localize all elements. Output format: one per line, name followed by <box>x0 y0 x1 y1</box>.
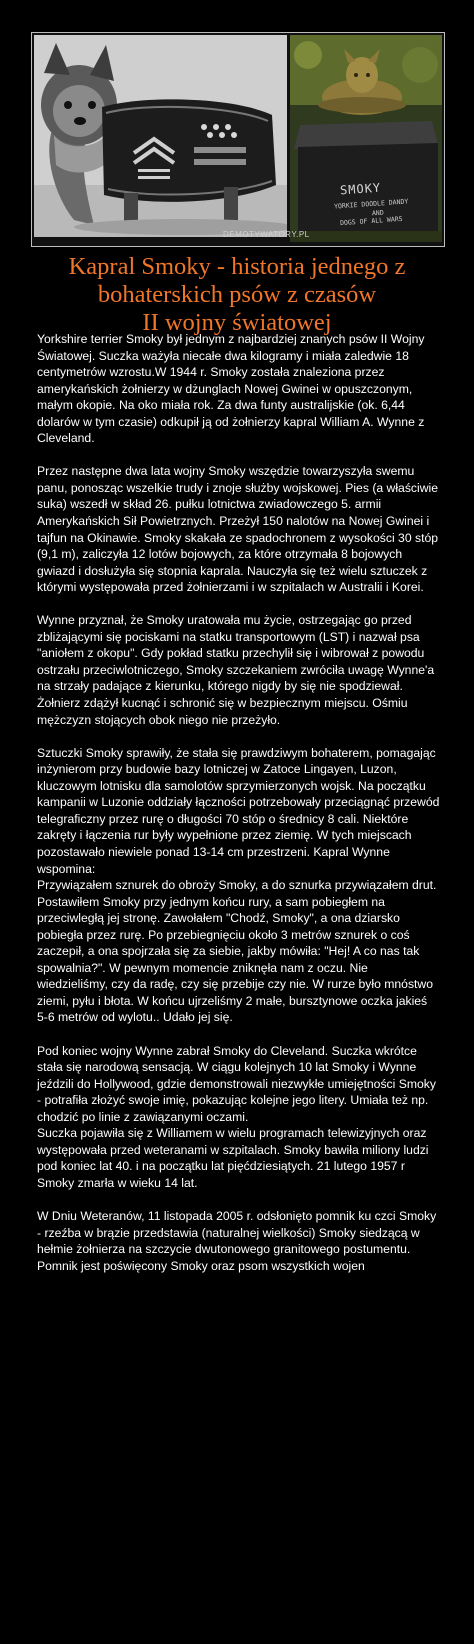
paragraph-text: Pod koniec wojny Wynne zabrał Smoky do Cleveland. Suczka wkrótce stała się narodową sensacją. W ciągu kolejnych 10 lat Smoky i Wynne jeździli do Hollywood, gdzie demonstrowali niezwykłe umiejętności Smoky - potrafiła złożyć swoje imię, pokazując kolejne jego litery. Umiała też np. chodzić po linie z zawiązanymi oczami. <box>37 1043 436 1124</box>
memorial-inscription-1: YORKIE DOODLE DANDY <box>333 197 409 211</box>
paragraph <box>37 1043 441 1192</box>
title-line: Kapral Smoky - historia jednego z <box>68 253 406 280</box>
smoky-illustration <box>34 35 287 237</box>
title-line: bohaterskich psów z czasów <box>97 281 377 308</box>
title-line: II wojny światowej <box>142 309 332 336</box>
memorial-name: SMOKY <box>339 180 382 198</box>
memorial-inscription-2: AND <box>371 208 385 218</box>
paragraph <box>37 463 441 595</box>
paragraph-text: Wynne przyznał, że Smoky uratowała mu życie, ostrzegając go przed zbliżającymi się pociskami na statku transportowym (LST) i nazwał psa "aniołem z okopu". Gdy pokład statku przechylił się i wibrował z powodu ostrzału przeciwlotniczego, Smoky szczekaniem zwróciła uwagę Wynne'a na strzały padające z kierunku, którego nigdy by się nie spodziewał. Żołnierz zdążył kucnąć i schronić się w bezpiecznym miejscu. Ośmiu mężczyzn stojących obok niego nie przeżyło. <box>37 613 435 727</box>
paragraph <box>37 745 441 1026</box>
paragraph-text: Sztuczki Smoky sprawiły, że stała się prawdziwym bohaterem, pomagając inżynierom przy budowie bazy lotniczej w Zatoce Lingayen, Luzon, kluczowym lotnisku dla samolotów sprzymierzonych wojsk. Na początku kampanii w Luzonie oddziały łączności potrzebowały przeciągnąć przewód telegraficzny przez rurę o długości 70 stóp o średnicy 8 cali. Niektóre zakręty i łączenia rur były wypełnione przez ziemię. W tych miejscach pozostawało niewiele ponad 13-14 cm przestrzeni. Kapral Wynne wspomina: <box>37 745 440 876</box>
memorial-inscription-3: DOGS OF ALL WARS <box>339 214 403 228</box>
paragraph-text: Suczka pojawiła się z Williamem w wielu programach telewizyjnych oraz występowała przed weteranami w szpitalach. Smoky bawiła miliony ludzi pod koniec lat 40. i na początku lat pięćdziesiątych. 21 lutego 1957 r Smoky zmarła w wieku 14 lat. <box>37 1126 429 1190</box>
paragraph-text: Yorkshire terrier Smoky był jednym z najbardziej znanych psów II Wojny Światowej. Suczka ważyła niecałe dwa kilogramy i miała zaledwie 18 centymetrów wzrostu.W 1944 r. Smoky została znaleziona przez amerykańskich żołnierzy w dżunglach Nowej Gwinei w opuszczonym, małym okopie. Na oko miała rok. Za dwa funty australijskie (ok. 6,44 dolarów w tym czasie) odkupił ją od żołnierzy kapral William A. Wynne z Cleveland. <box>37 332 425 446</box>
memorial-photo <box>290 35 442 242</box>
paragraph-text: W Dniu Weteranów, 11 listopada 2005 r. odsłonięto pomnik ku czci Smoky - rzeźba w brązie przedstawia (naturalnej wielkości) Smoky siedzącą w hełmie żołnierza na szczycie dwutonowego granitowego postumentu. Pomnik jest poświęcony Smoky oraz psom wszystkich wojen <box>37 1208 437 1273</box>
paragraph <box>37 1208 441 1274</box>
paragraph-text: Przez następne dwa lata wojny Smoky wszędzie towarzyszyła swemu panu, ponosząc wszelkie trudy i znoje służby wojskowej. Pies (a właściwie suka) wszedł w skład 26. pułku lotnictwa zwiadowczego 5. armii Amerykańskich Sił Powietrznych. Przeżył 150 nalotów na Nowej Gwinei i tajfun na Okinawie. Smoky skakała ze spadochronem z wysokości 30 stóp (9,1 m), zaliczyła 12 lotów bojowych, za które otrzymała 8 bojowych gwiazd i dosłużyła się stopnia kaprala. Nauczyła się też wielu sztuczek z którymi występowała przed żołnierzami i w szpitalach w Australii i Korei. <box>37 464 439 595</box>
paragraph <box>37 331 441 447</box>
smoky-photo <box>34 35 287 237</box>
page-title <box>20 253 454 337</box>
poster-frame <box>31 32 445 247</box>
quote-text: Przywiązałem sznurek do obroży Smoky, a do sznurka przywiązałem drut. Postawiłem Smoky przy jednym końcu rury, a sam pobiegłem na przeciwległą jej stronę. Zawołałem "Chodź, Smoky", a ona dziarsko pobiegła przez rurę. Po przebiegnięciu około 3 metrów sznurek o coś zaczepił, a ona spojrzała się za siebie, jakby mówiła: "Hej! A co nas tak spowalnia?". W pewnym momencie zniknęła nam z oczu. Nie wiedzieliśmy, czy da radę, czy się przebije czy nie. W rurze było mnóstwo ziemi, pyłu i błota. W końcu ujrzeliśmy 2 małe, bursztynowe oczka jakieś 5-6 metrów od wylotu.. Udało jej się. <box>37 878 437 1025</box>
watermark: DEMOTYWATORY.PL <box>223 230 310 239</box>
article-body <box>37 331 441 1291</box>
paragraph <box>37 612 441 728</box>
memorial-illustration <box>290 35 442 242</box>
